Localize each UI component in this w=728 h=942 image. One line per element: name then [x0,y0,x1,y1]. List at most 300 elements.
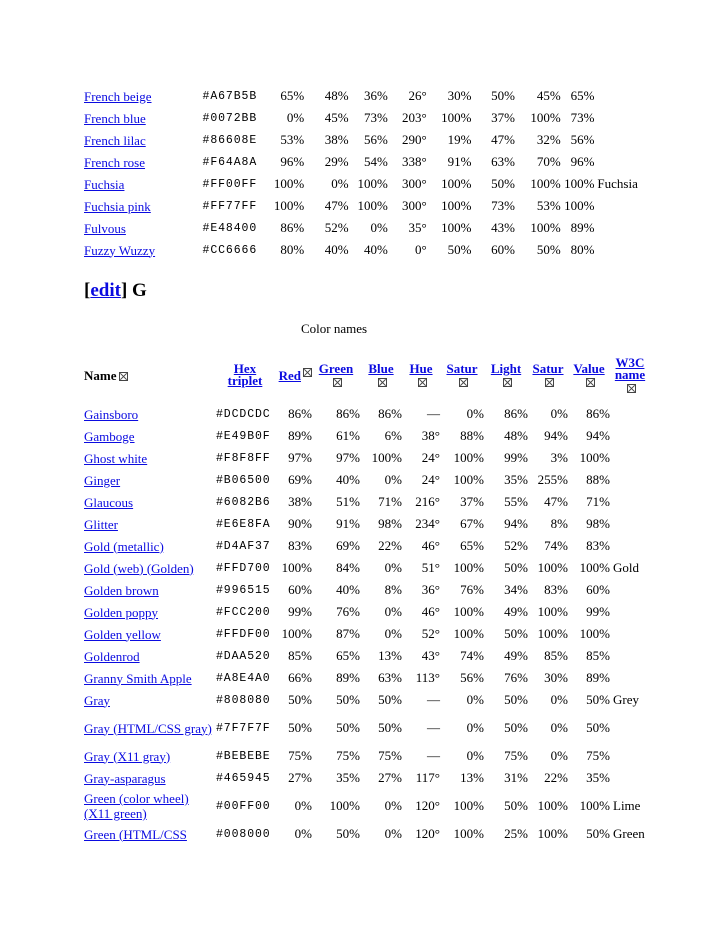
blue-cell: 0% [384,798,402,813]
color-name-cell [84,173,199,195]
satur2-cell: 0% [550,406,568,421]
satur-cell: 0% [466,692,484,707]
satur-cell: 100% [453,472,484,487]
light-cell: 55% [504,494,528,509]
w3c-name-cell [594,217,644,239]
green-cell: 97% [336,450,360,465]
satur-cell: 100% [441,220,472,235]
hue-cell: 117° [415,770,440,785]
value-cell: 56% [570,132,595,147]
satur-cell: 76% [460,582,484,597]
value-cell: 100% [564,198,595,213]
light-cell: 50% [504,798,528,813]
light-cell: 73% [491,198,515,213]
satur2-cell: 0% [550,748,568,763]
color-name-cell [84,823,212,845]
blue-cell: 73% [363,110,388,125]
red-cell: 100% [273,176,305,191]
color-name-cell [84,667,212,689]
value-cell: 100% [579,798,610,813]
green-cell: 40% [336,472,360,487]
value-cell: 71% [586,494,610,509]
value-cell: 50% [586,720,610,735]
red-cell: 60% [288,582,312,597]
w3c-name-cell [610,513,650,535]
green-cell: 48% [324,88,349,103]
satur2-cell: 83% [544,582,568,597]
w3c-name-cell [594,107,644,129]
sort-icon[interactable] [545,378,554,387]
value-cell: 100% [579,560,610,575]
satur2-cell: 0% [550,720,568,735]
satur-cell: 100% [453,626,484,641]
satur2-cell: 100% [530,176,561,191]
sort-icon[interactable] [503,378,512,387]
satur-cell: 100% [453,826,484,841]
hue-cell: 52° [421,626,440,641]
satur-cell: 74% [460,648,484,663]
hue-cell: 0° [414,242,427,257]
color-name-link[interactable]: French lilac [84,132,146,148]
red-cell: 66% [288,670,312,685]
color-name-link[interactable]: Fuchsia pink [84,198,151,214]
w3c-name-cell [594,151,644,173]
w3c-name-cell [594,195,644,217]
hex-triplet-cell: #E6E8FA [216,517,271,531]
hue-cell: — [427,720,440,735]
green-cell: 40% [336,582,360,597]
color-name-link[interactable]: Gainsboro [84,406,139,422]
header-light[interactable]: Light [484,347,528,403]
header-red[interactable]: Red [278,347,312,403]
w3c-name-cell [594,239,644,261]
color-name-link[interactable]: Golden yellow [84,626,161,642]
hex-triplet-cell: #00FF00 [216,799,271,813]
hue-cell: 38° [421,428,440,443]
light-cell: 35% [504,472,528,487]
green-cell: 50% [336,720,360,735]
red-cell: 96% [280,154,305,169]
green-cell: 0% [331,176,349,191]
sort-icon[interactable] [418,378,427,387]
hex-triplet-cell: #DAA520 [216,649,271,663]
blue-cell: 50% [378,692,402,707]
value-cell: 83% [586,538,610,553]
color-name-cell [84,217,199,239]
table-row [84,623,650,645]
satur-cell: 30% [447,88,472,103]
hex-triplet-cell: #008000 [216,827,271,841]
red-cell: 75% [288,748,312,763]
color-name-cell [84,239,199,261]
green-cell: 35% [336,770,360,785]
color-table-g [84,347,650,845]
header-value[interactable]: Value [568,347,610,403]
w3c-name-cell [610,491,650,513]
color-name-link[interactable]: Fuzzy Wuzzy [84,242,156,258]
blue-cell: 0% [370,220,388,235]
green-cell: 65% [336,648,360,663]
hex-triplet-cell: #B06500 [216,473,271,487]
light-cell: 52% [504,538,528,553]
table-row [84,403,650,425]
value-cell: 50% [586,692,610,707]
w3c-name-cell [610,535,650,557]
color-table-f-section [84,85,644,261]
green-cell: 29% [324,154,349,169]
w3c-name-cell [610,447,650,469]
red-cell: 83% [288,538,312,553]
red-cell: 27% [288,770,312,785]
red-cell: 0% [294,798,312,813]
satur-cell: 100% [453,450,484,465]
header-w3c[interactable]: W3C name [610,347,650,403]
color-name-link[interactable]: Gray [84,692,110,708]
green-cell: 61% [336,428,360,443]
w3c-name-cell [610,645,650,667]
light-cell: 50% [491,88,515,103]
color-name-link[interactable]: Glitter [84,516,118,532]
blue-cell: 100% [357,176,388,191]
green-cell: 89% [336,670,360,685]
satur2-cell: 50% [536,242,561,257]
color-table-f [84,85,644,261]
blue-cell: 40% [363,242,388,257]
light-cell: 49% [504,648,528,663]
table-row [84,767,650,789]
hex-triplet-cell: #BEBEBE [216,749,271,763]
blue-cell: 54% [363,154,388,169]
w3c-name-cell [610,745,650,767]
header-hex[interactable]: Hex triplet [227,361,263,388]
hue-cell: 24° [421,472,440,487]
color-name-cell [84,85,199,107]
color-name-link[interactable]: Glaucous [84,494,134,510]
blue-cell: 100% [371,450,402,465]
hex-triplet-cell: #86608E [202,133,258,147]
satur2-cell: 30% [544,670,568,685]
w3c-name-cell [610,711,650,745]
blue-cell: 100% [357,198,388,213]
header-blue[interactable]: Blue [360,347,402,403]
red-cell: 80% [280,242,305,257]
header-name[interactable]: Name [84,347,212,403]
hue-cell: — [427,692,440,707]
value-cell: 98% [586,516,610,531]
satur-cell: 88% [460,428,484,443]
table-row [84,129,644,151]
light-cell: 49% [504,604,528,619]
red-cell: 86% [280,220,305,235]
color-name-cell [84,151,199,173]
value-cell: 35% [586,770,610,785]
red-cell: 97% [288,450,312,465]
value-cell: 99% [586,604,610,619]
blue-cell: 75% [378,748,402,763]
hue-cell: 290° [401,132,427,147]
color-name-cell [84,491,212,513]
table-row [84,85,644,107]
color-name-cell [84,425,212,447]
blue-cell: 0% [384,626,402,641]
value-cell: 60% [586,582,610,597]
satur2-cell: 74% [544,538,568,553]
color-name-link[interactable]: Gamboge [84,428,135,444]
light-cell: 37% [491,110,515,125]
light-cell: 60% [491,242,515,257]
hue-cell: 43° [421,648,440,663]
hex-triplet-cell: #A8E4A0 [216,671,271,685]
value-cell: 86% [586,406,610,421]
w3c-name-cell: Grey [613,692,639,707]
satur2-cell: 100% [537,560,568,575]
color-name-link[interactable]: Golden poppy [84,604,159,620]
table-row [84,469,650,491]
satur-cell: 50% [447,242,472,257]
table-row [84,823,650,845]
w3c-name-cell [610,469,650,491]
table-row [84,579,650,601]
satur-cell: 100% [453,604,484,619]
satur2-cell: 100% [537,604,568,619]
value-cell: 75% [586,748,610,763]
satur2-cell: 0% [550,692,568,707]
sort-icon[interactable] [586,378,595,387]
value-cell: 89% [586,670,610,685]
table-row [84,151,644,173]
light-cell: 47% [491,132,515,147]
satur-cell: 100% [453,798,484,813]
w3c-name-cell [594,129,644,151]
color-name-link[interactable]: French rose [84,154,146,170]
header-green[interactable]: Green [312,347,360,403]
value-cell: 94% [586,428,610,443]
blue-cell: 27% [378,770,402,785]
w3c-name-cell [610,767,650,789]
light-cell: 86% [504,406,528,421]
satur-cell: 0% [466,720,484,735]
hex-triplet-cell: #FF77FF [202,199,258,213]
green-cell: 91% [336,516,360,531]
color-name-link[interactable]: Fuchsia [84,176,125,192]
satur-cell: 100% [453,560,484,575]
value-cell: 89% [570,220,595,235]
w3c-name-cell [610,601,650,623]
satur-cell: 19% [447,132,472,147]
color-name-link[interactable]: Ginger [84,472,121,488]
satur2-cell: 70% [536,154,561,169]
table-row [84,239,644,261]
value-cell: 96% [570,154,595,169]
color-name-cell [84,195,199,217]
w3c-name-cell [610,579,650,601]
light-cell: 25% [504,826,528,841]
hex-triplet-cell: #465945 [216,771,271,785]
color-name-link[interactable]: Green (color wheel) (X11 green) [84,791,189,821]
table-row [84,711,650,745]
hue-cell: — [427,406,440,421]
hue-cell: 26° [408,88,427,103]
satur-cell: 13% [460,770,484,785]
table-row [84,535,650,557]
sort-icon[interactable] [627,384,636,393]
light-cell: 50% [504,692,528,707]
color-name-link[interactable]: French beige [84,88,152,104]
satur2-cell: 3% [550,450,568,465]
light-cell: 50% [491,176,515,191]
color-name-link[interactable]: Gold (metallic) [84,538,164,554]
color-name-link[interactable]: Goldenrod [84,648,140,664]
color-name-link[interactable]: Gold (web) (Golden) [84,560,194,576]
hex-triplet-cell: #FF00FF [202,177,258,191]
w3c-name-cell [594,85,644,107]
green-cell: 45% [324,110,349,125]
green-cell: 40% [324,242,349,257]
green-cell: 51% [336,494,360,509]
satur-cell: 56% [460,670,484,685]
hue-cell: 234° [415,516,440,531]
red-cell: 100% [281,560,312,575]
color-name-link[interactable]: Granny Smith Apple [84,670,192,686]
satur2-cell: 100% [537,626,568,641]
color-name-link[interactable]: Ghost white [84,450,148,466]
blue-cell: 13% [378,648,402,663]
red-cell: 100% [281,626,312,641]
satur-cell: 0% [466,406,484,421]
table-caption: Color names [300,321,368,336]
header-hue[interactable]: Hue [402,347,440,403]
table-row [84,645,650,667]
hue-cell: 300° [401,176,427,191]
color-name-link[interactable]: Gray (HTML/CSS gray) [84,720,212,736]
satur-cell: 100% [441,176,472,191]
sort-icon[interactable] [333,378,342,387]
color-name-link[interactable]: Golden brown [84,582,159,598]
satur-cell: 100% [441,110,472,125]
hex-triplet-cell: #F64A8A [202,155,258,169]
hex-triplet-cell: #E48400 [202,221,258,235]
w3c-name-cell [610,403,650,425]
hex-triplet-cell: #FFDF00 [216,627,271,641]
table-row [84,217,644,239]
satur-cell: 91% [447,154,472,169]
green-cell: 76% [336,604,360,619]
satur2-cell: 8% [550,516,568,531]
satur-cell: 0% [466,748,484,763]
w3c-name-cell [610,667,650,689]
table-row [84,447,650,469]
table-row [84,689,650,711]
light-cell: 94% [504,516,528,531]
table-row [84,491,650,513]
red-cell: 69% [288,472,312,487]
edit-section-link[interactable]: edit [90,280,121,301]
table-row [84,601,650,623]
satur2-cell: 100% [537,798,568,813]
color-name-link[interactable]: Fulvous [84,220,126,236]
value-cell: 85% [586,648,610,663]
red-cell: 99% [288,604,312,619]
section-heading-g [84,280,147,302]
green-cell: 87% [336,626,360,641]
satur2-cell: 100% [537,826,568,841]
table-row [84,173,644,195]
light-cell: 43% [491,220,515,235]
blue-cell: 63% [378,670,402,685]
satur2-cell: 255% [537,472,568,487]
header-satur[interactable]: Satur [440,347,484,403]
color-name-link[interactable]: Gray (X11 gray) [84,748,171,764]
satur-cell: 67% [460,516,484,531]
light-cell: 31% [504,770,528,785]
color-name-cell [84,645,212,667]
green-cell: 100% [329,798,360,813]
satur2-cell: 53% [536,198,561,213]
section-heading [84,280,147,302]
light-cell: 48% [504,428,528,443]
color-name-cell [84,601,212,623]
blue-cell: 86% [378,406,402,421]
blue-cell: 0% [384,560,402,575]
sort-icon[interactable] [303,368,312,377]
table-row [84,107,644,129]
table-row [84,745,650,767]
value-cell: 100% [564,176,595,191]
sort-icon[interactable] [459,378,468,387]
color-name-cell [84,579,212,601]
color-name-cell [84,447,212,469]
header-satur-hsv[interactable]: Satur [528,347,568,403]
bracket-close: ] [120,280,128,301]
blue-cell: 6% [384,428,402,443]
light-cell: 99% [504,450,528,465]
color-name-cell [84,557,212,579]
red-cell: 38% [288,494,312,509]
color-name-link[interactable]: French blue [84,110,146,126]
color-table-f-body [84,85,644,261]
sort-icon[interactable] [378,378,387,387]
value-cell: 100% [579,626,610,641]
light-cell: 34% [504,582,528,597]
hex-triplet-cell: #FCC200 [216,605,271,619]
red-cell: 0% [286,110,305,125]
color-name-cell [84,513,212,535]
satur-cell: 65% [460,538,484,553]
value-cell: 50% [586,826,610,841]
hex-triplet-cell: #F8F8FF [216,451,271,465]
value-cell: 73% [570,110,595,125]
hex-triplet-cell: #CC6666 [202,243,258,257]
hue-cell: 113° [415,670,440,685]
green-cell: 69% [336,538,360,553]
sort-icon[interactable] [119,372,128,381]
hue-cell: 203° [401,110,427,125]
satur2-cell: 85% [544,648,568,663]
red-cell: 53% [280,132,305,147]
hue-cell: 300° [401,198,427,213]
red-cell: 50% [288,692,312,707]
color-name-link[interactable]: Green (HTML/CSS [84,826,187,842]
satur-cell: 37% [460,494,484,509]
color-name-cell [84,129,199,151]
green-cell: 84% [336,560,360,575]
color-name-link[interactable]: Gray-asparagus [84,770,166,786]
w3c-name-cell [610,425,650,447]
red-cell: 100% [273,198,305,213]
hex-triplet-cell: #A67B5B [202,89,258,103]
color-name-cell [84,789,212,823]
green-cell: 50% [336,826,360,841]
